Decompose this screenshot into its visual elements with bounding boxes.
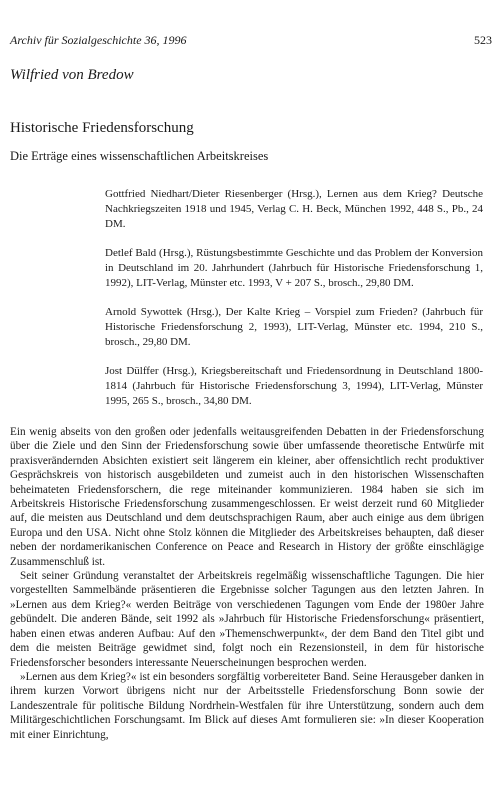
reference-entry: Jost Dülffer (Hrsg.), Kriegsbereitschaft und Friedensordnung in Deutschland 1800-1814 (Jahrbuch für Historische Friedensforschung 3, 1994), LIT-Verlag, Münster 1995, 265 S., brosch., 34,80 DM. <box>105 365 483 407</box>
article-subtitle: Die Erträge eines wissenschaftlichen Arbeitskreises <box>10 149 269 163</box>
reference-entry: Arnold Sywottek (Hrsg.), Der Kalte Krieg – Vorspiel zum Frieden? (Jahrbuch für Historische Friedensforschung 2, 1993), LIT-Verlag, Münster etc. 1994, 210 S., brosch., 29,80 DM. <box>105 306 483 348</box>
body-paragraph: Seit seiner Gründung veranstaltet der Arbeitskreis regelmäßig wissenschaftliche Tagungen. Die hier vorgestellten Sammelbände präsentieren die Ergebnisse solcher Tagungen aus den letzten Jahren. In »Lernen aus dem Krieg?« werden Beiträge von verschiedenen Tagungen vom Ende der 1980er Jahre gebündelt. Die anderen Bände, seit 1992 als »Jahrbuch für Historische Friedensforschung« präsentiert, haben einen etwas anderen Aufbau: Auf den »Themenschwerpunkt«, der dem Band den Titel gibt und dem die meisten Beiträge gewidmet sind, folgt noch ein Rezensionsteil, in dem für historische Friedensforscher besonders interessante Neuerscheinungen besprochen werden. <box>10 570 484 669</box>
reference-entry: Detlef Bald (Hrsg.), Rüstungsbestimmte Geschichte und das Problem der Konversion in Deutschland im 20. Jahrhundert (Jahrbuch für Historische Friedensforschung 1, 1992), LIT-Verlag, Münster etc. 1993, V + 207 S., brosch., 29,80 DM. <box>105 247 483 289</box>
page-number: 523 <box>474 33 492 47</box>
body-paragraph: »Lernen aus dem Krieg?« ist ein besonders sorgfältig vorbereiteter Band. Seine Herausgeber danken in ihrem kurzen Vorwort übrigens nicht nur der Arbeitsstelle Friedensforschung Bonn sowie der Landeszentrale für politische Bildung Nordrhein-Westfalen für ihre Unterstützung, sondern auch dem Militärgeschichtlichen Forschungsamt. Im Blick auf dieses Amt formulieren sie: »In dieser Kooperation mit einer Einrichtung, <box>10 670 484 741</box>
reviewed-books-list <box>105 187 483 423</box>
body-paragraph: Ein wenig abseits von den großen oder jedenfalls weitausgreifenden Debatten in der Friedensforschung über die Ziele und den Sinn der Friedensforschung sowie über umfassende theoretische Entwürfe mit praxisverändernden Absichten existiert seit längerem ein kleiner, aber offensichtlich recht produktiver Gesprächskreis von historisch ausgebildeten und zumeist auch in den historischen Wissenschaften beheimateten Friedensforschern, die rege miteinander kommunizieren. 1984 haben sie sich im Arbeitskreis Historische Friedensforschung zusammengeschlossen. Er weist derzeit rund 60 Mitglieder auf, die meisten aus Deutschland und dem deutschsprachigen Raum, aber auch einige aus dem übrigen Europa und den USA. Nicht ohne Stolz können die Mitglieder des Arbeitskreises behaupten, daß dieser neben der nordamerikanischen Conference on Peace and Research in History der größte einschlägige Zusammenschluß ist. <box>10 426 484 568</box>
article-title: Historische Friedensforschung <box>10 120 194 136</box>
running-header <box>10 33 492 48</box>
author-name: Wilfried von Bredow <box>10 67 134 83</box>
body-text <box>10 425 484 742</box>
reference-entry: Gottfried Niedhart/Dieter Riesenberger (Hrsg.), Lernen aus dem Krieg? Deutsche Nachkriegszeiten 1918 und 1945, Verlag C. H. Beck, München 1992, 448 S., Pb., 24 DM. <box>105 188 483 230</box>
journal-citation: Archiv für Sozialgeschichte 36, 1996 <box>10 33 187 47</box>
